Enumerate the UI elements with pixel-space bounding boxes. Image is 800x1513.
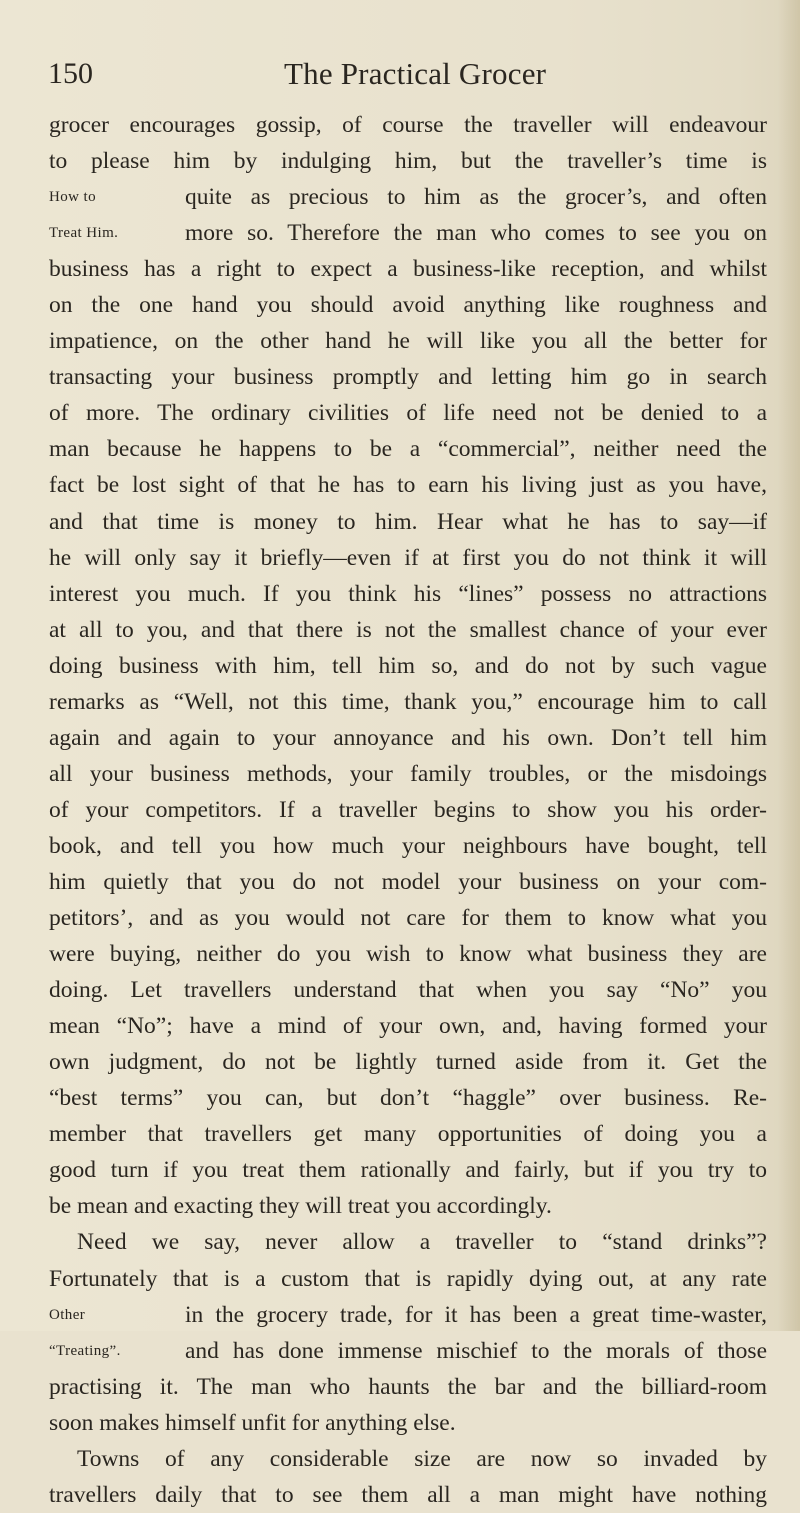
text-line: were buying, neither do you wish to know what business they are xyxy=(49,941,767,968)
text-line: he will only say it briefly—even if at first you do not think it will xyxy=(49,544,767,571)
text-line: own judgment, do not be lightly turned aside from it. Get the xyxy=(49,1049,767,1076)
margin-note-row xyxy=(49,215,767,251)
text-line: more so. Therefore the man who comes to see you on xyxy=(185,220,767,247)
text-line: in the grocery trade, for it has been a great time-waster, xyxy=(185,1301,767,1328)
text-line: him quietly that you do not model your business on your com- xyxy=(49,868,767,895)
body-text xyxy=(49,107,767,1513)
text-line: remarks as “Well, not this time, thank you,” encourage him to call xyxy=(49,688,767,715)
text-line: petitors’, and as you would not care for them to know what you xyxy=(49,905,767,932)
margin-note-other: Other xyxy=(49,1306,86,1323)
text-line: at all to you, and that there is not the smallest chance of your ever xyxy=(49,616,767,643)
text-line: and has done immense mischief to the morals of those xyxy=(185,1337,767,1364)
text-line: transacting your business promptly and letting him go in search xyxy=(49,364,767,391)
page-number: 150 xyxy=(48,57,93,90)
text-line: again and again to your annoyance and his own. Don’t tell him xyxy=(49,724,767,751)
text-line: good turn if you treat them rationally and fairly, but if you try to xyxy=(49,1157,767,1184)
text-line: interest you much. If you think his “lines” possess no attractions xyxy=(49,580,767,607)
text-line: grocer encourages gossip, of course the traveller will endeavour xyxy=(49,112,767,138)
running-head-title: The Practical Grocer xyxy=(284,56,547,91)
text-line: Need we say, never allow a traveller to “stand drinks”? xyxy=(77,1229,767,1256)
text-line: travellers daily that to see them all a man might have nothing xyxy=(49,1481,767,1508)
text-line: and that time is money to him. Hear what he has to say—if xyxy=(49,508,767,535)
margin-note-treat-him: Treat Him. xyxy=(49,225,119,242)
text-line: of your competitors. If a traveller begins to show you his order- xyxy=(49,796,767,823)
text-line: “best terms” you can, but don’t “haggle” over business. Re- xyxy=(49,1085,767,1112)
text-line: practising it. The man who haunts the bar and the billiard-room xyxy=(49,1373,767,1400)
text-line: impatience, on the other hand he will like you all the better for xyxy=(49,328,767,355)
text-line: doing business with him, tell him so, and do not by such vague xyxy=(49,652,767,679)
text-line: man because he happens to be a “commercial”, neither need the xyxy=(49,436,767,463)
margin-note-row xyxy=(49,1297,767,1333)
text-line: fact be lost sight of that he has to earn his living just as you have, xyxy=(49,472,767,499)
page-header xyxy=(48,56,768,96)
margin-note-row xyxy=(49,1333,767,1369)
text-line: of more. The ordinary civilities of life need not be denied to a xyxy=(49,400,767,427)
text-line: soon makes himself unfit for anything else. xyxy=(49,1409,456,1436)
margin-note-treating: “Treating”. xyxy=(49,1342,121,1359)
text-line: quite as precious to him as the grocer’s, and often xyxy=(185,184,767,211)
text-line: be mean and exacting they will treat you accordingly. xyxy=(49,1193,552,1220)
text-line: all your business methods, your family troubles, or the misdoings xyxy=(49,760,767,787)
text-line: to please him by indulging him, but the traveller’s time is xyxy=(49,148,767,175)
text-line: doing. Let travellers understand that when you say “No” you xyxy=(49,977,767,1004)
text-line: Towns of any considerable size are now so invaded by xyxy=(77,1445,767,1472)
text-line: Fortunately that is a custom that is rapidly dying out, at any rate xyxy=(49,1265,767,1292)
text-line: on the one hand you should avoid anything like roughness and xyxy=(49,292,767,319)
text-line: book, and tell you how much your neighbours have bought, tell xyxy=(49,832,767,859)
text-line: business has a right to expect a business-like reception, and whilst xyxy=(49,256,767,283)
page-edge-shadow xyxy=(778,0,800,1331)
text-line: member that travellers get many opportunities of doing you a xyxy=(49,1121,767,1148)
text-line: mean “No”; have a mind of your own, and, having formed your xyxy=(49,1013,767,1040)
margin-note-how-to: How to xyxy=(49,189,96,206)
margin-note-row xyxy=(49,179,767,215)
